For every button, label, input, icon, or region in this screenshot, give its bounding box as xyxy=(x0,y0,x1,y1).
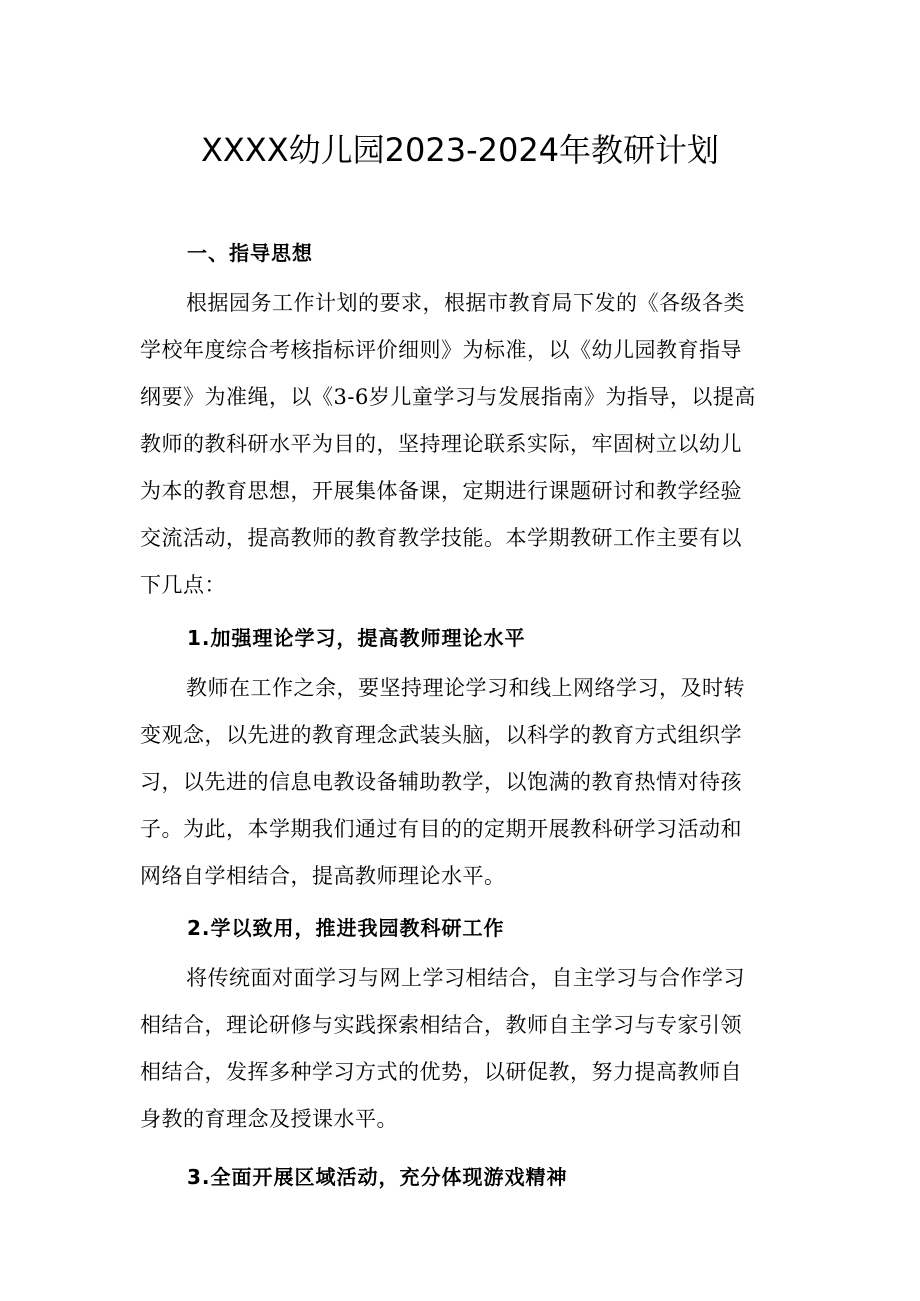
paragraph-apply-learning xyxy=(140,955,792,1143)
paragraph-line: 子。为此，本学期我们通过有目的的定期开展教科研学习活动和 xyxy=(140,817,742,841)
paragraph-line: 根据园务工作计划的要求，根据市教育局下发的《各级各类 xyxy=(186,291,745,315)
paragraph-line: 习，以先进的信息电教设备辅助教学，以饱满的教育热情对待孩 xyxy=(140,770,742,794)
paragraph-line: 交流活动，提高教师的教育教学技能。本学期教研工作主要有以 xyxy=(140,526,742,550)
paragraph-line: 教师的教科研水平为目的，坚持理论联系实际，牢固树立以幼儿 xyxy=(140,432,742,456)
paragraph-line: 网络自学相结合，提高教师理论水平。 xyxy=(140,864,506,888)
paragraph-line: 为本的教育思想，开展集体备课，定期进行课题研讨和教学经验 xyxy=(140,479,742,503)
paragraph-line: 相结合，发挥多种学习方式的优势，以研促教，努力提高教师自 xyxy=(140,1060,742,1084)
paragraph-line: 下几点： xyxy=(140,573,226,597)
paragraph-line: 教师在工作之余，要坚持理论学习和线上网络学习，及时转 xyxy=(186,676,745,700)
item-heading-area-activities: 3.全面开展区域活动，充分体现游戏精神 xyxy=(187,1165,568,1189)
item-heading-apply-learning: 2.学以致用，推进我园教科研工作 xyxy=(187,916,505,940)
item-heading-theory-study: 1.加强理论学习，提高教师理论水平 xyxy=(187,626,526,650)
paragraph-line: 纲要》为准绳，以《3-6岁儿童学习与发展指南》为指导，以提高 xyxy=(140,385,756,409)
paragraph-line: 身教的育理念及授课水平。 xyxy=(140,1107,398,1131)
paragraph-line: 相结合，理论研修与实践探索相结合，教师自主学习与专家引领 xyxy=(140,1013,742,1037)
paragraph-line: 变观念，以先进的教育理念武装头脑，以科学的教育方式组织学 xyxy=(140,723,742,747)
paragraph-line: 将传统面对面学习与网上学习相结合，自主学习与合作学习 xyxy=(186,966,745,990)
paragraph-guiding-ideology xyxy=(140,280,792,609)
paragraph-line: 学校年度综合考核指标评价细则》为标准，以《幼儿园教育指导 xyxy=(140,338,742,362)
section-heading-guiding-ideology: 一、指导思想 xyxy=(187,241,313,265)
document-title: XXXX幼儿园2023-2024年教研计划 xyxy=(200,131,720,169)
paragraph-theory-study xyxy=(140,665,792,900)
